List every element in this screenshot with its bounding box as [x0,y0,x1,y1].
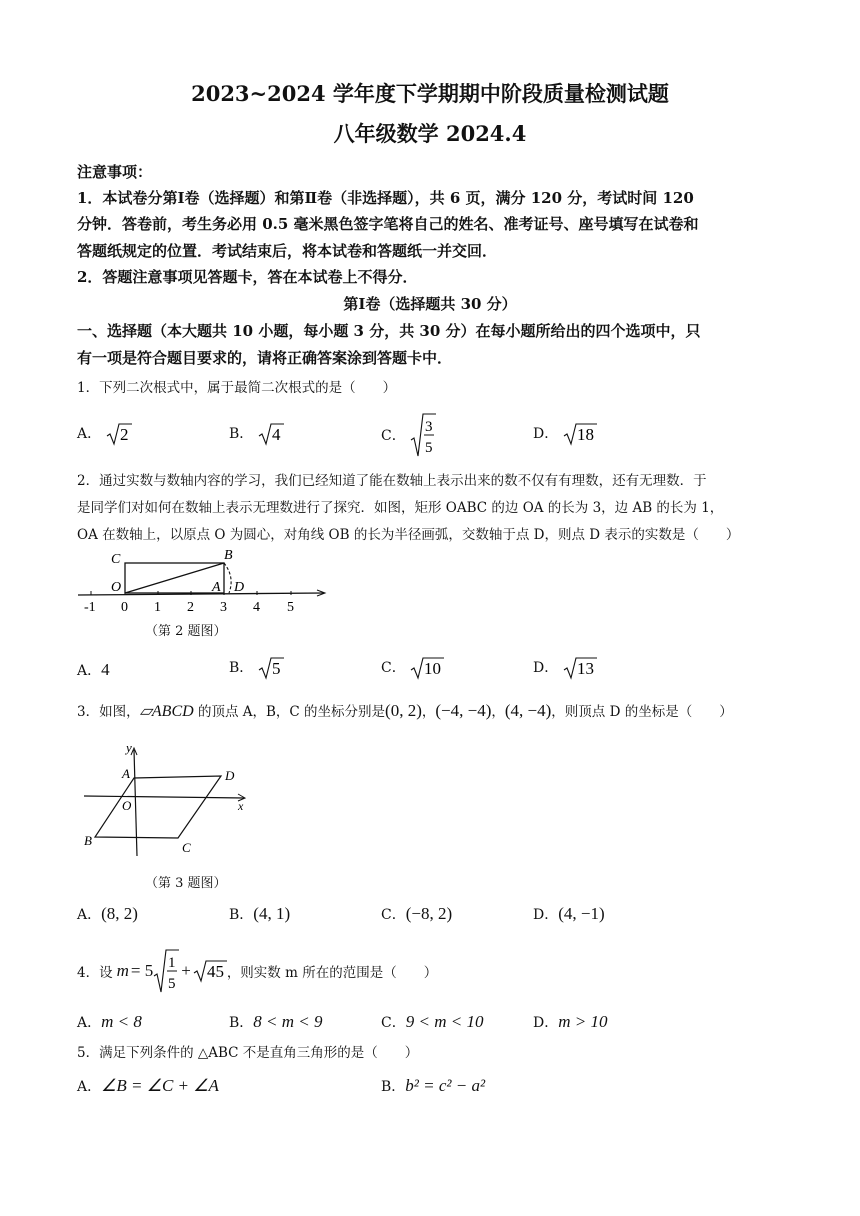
option-value: 8 < m < 9 [253,1012,323,1031]
option-label: B． [381,1079,406,1095]
radicand: 45 [206,962,224,981]
q4-option-d [533,1012,607,1032]
q3-caption: （第 3 题图） [145,876,227,891]
radicand: 13 [576,659,594,678]
option-value: ∠B = ∠C + ∠A [101,1076,219,1095]
option-label: C． [381,660,406,676]
radicand: 2 [119,425,129,444]
q2-option-c [381,656,444,680]
notice-line-1c: 答题纸规定的位置．考试结束后，将本试卷和答题纸一并交回． [77,242,498,260]
q2-caption: （第 2 题图） [145,624,227,639]
q4-stem [77,948,437,994]
q1-option-c [381,412,436,458]
vertex-label: A [122,766,130,781]
point-label: O [111,580,122,595]
option-value: b² = c² − a² [405,1076,486,1095]
axis-label: y [126,740,132,755]
notice-line-1a: 1．本试卷分第Ⅰ卷（选择题）和第Ⅱ卷（非选择题），共 6 页，满分 120 分，考试时间 120 [77,189,694,207]
q4-option-b [229,1012,323,1032]
option-value: (4, 1) [253,904,291,923]
origin-label: O [122,798,132,813]
q3-figure-parallelogram [78,740,258,860]
point-label: D [234,580,245,595]
q2-line-a: 2．通过实数与数轴内容的学习，我们已经知道了能在数轴上表示出来的数不仅有有理数，还有无理数．于 [77,473,707,489]
coord-c: (4, −4) [504,701,552,720]
option-value: 4 [101,660,110,679]
arc-od [224,563,231,593]
option-value: 9 < m < 10 [405,1012,484,1031]
radicand: 18 [576,425,594,444]
sqrt-fraction [153,948,179,994]
q5-stem: 5．满足下列条件的 △ABC 不是直角三角形的是（ ） [77,1045,419,1061]
plus-sign: + [181,961,191,980]
numerator: 1 [168,955,176,971]
denominator: 5 [168,976,176,992]
sqrt-symbol [258,422,284,446]
option-label: B． [229,1015,254,1031]
radicand: 10 [424,659,442,678]
q3-option-b [229,904,290,924]
q3-option-a [77,904,138,924]
sqrt-symbol [410,656,444,680]
vertex-label: C [182,840,191,855]
tick-label: 4 [253,600,260,615]
option-label: D． [533,660,559,676]
sqrt-symbol [258,656,284,680]
option-label: D． [533,1015,559,1031]
q2-line-b: 是同学们对如何在数轴上表示无理数进行了探究．如图，矩形 OABC 的边 OA 的长为 3，边 AB 的长为 1， [77,500,724,516]
q3-stem: 3．如图，▱ABCD 的顶点 A，B，C 的坐标分别是(0, 2)，(−4, −4)，(4, −4)，则顶点 D 的坐标是（ ） [77,701,733,720]
option-label: B． [229,426,254,442]
option-value: m > 10 [558,1012,608,1031]
sqrt-symbol [193,959,227,983]
option-label: D． [533,426,559,442]
q1-option-a [77,422,132,446]
section-instruction-b: 有一项是符合题目要求的，请将正确答案涂到答题卡中． [77,349,453,367]
diagonal-ob [125,563,224,593]
option-value: (8, 2) [101,904,138,923]
q2-option-d [533,656,597,680]
q5-option-b [381,1076,485,1096]
notice-heading: 注意事项： [77,163,153,181]
option-label: A． [77,426,102,442]
option-value: (4, −1) [558,904,605,923]
q2-option-b [229,656,284,680]
q1-option-b [229,422,284,446]
tick-label: 1 [154,600,161,615]
tick-label: 2 [187,600,194,615]
part-one-title: 第Ⅰ卷（选择题共 30 分） [343,295,517,313]
tick-label: 5 [287,600,294,615]
exam-title: 2023~2024 学年度下学期期中阶段质量检测试题 [191,81,669,106]
q3-stem-suffix: ，则顶点 D 的坐标是（ ） [551,704,733,720]
numerator: 3 [425,419,433,435]
q3-option-d [533,904,605,924]
parallelogram-label: ▱ABCD [139,703,194,720]
exam-subtitle: 八年级数学 2024.4 [333,121,527,146]
option-value: m < 8 [101,1012,142,1031]
option-label: D． [533,907,559,923]
option-label: A． [77,1079,102,1095]
point-label: A [212,580,221,595]
option-label: C． [381,907,406,923]
q5-option-a [77,1076,219,1096]
denominator: 5 [425,440,433,456]
tick-label: 3 [220,600,227,615]
parallelogram-abcd [95,776,221,838]
point-label: B [224,548,233,563]
sqrt-symbol [563,422,597,446]
var-m: m [116,961,129,980]
x-axis [84,796,244,798]
tick-label: -1 [84,600,96,615]
q4-option-a [77,1012,142,1032]
y-axis [134,750,137,856]
q2-line-c: OA 在数轴上，以原点 O 为圆心，对角线 OB 的长为半径画弧，交数轴于点 D，则点 D 表示的实数是（ ） [77,527,740,543]
vertex-label: B [84,833,92,848]
radicand: 4 [271,425,281,444]
q2-option-a [77,660,110,680]
option-value: (−8, 2) [405,904,453,923]
vertex-label: D [225,768,235,783]
coord-a: (0, 2) [385,701,422,720]
q3-stem-mid: 的顶点 A，B，C 的坐标分别是 [193,704,386,720]
coord-b: (−4, −4) [435,701,492,720]
option-label: C． [381,1015,406,1031]
q4-stem-suffix: ，则实数 m 所在的范围是（ ） [226,965,438,981]
q1-stem: 1．下列二次根式中，属于最简二次根式的是（ ） [77,380,397,396]
section-instruction-a: 一、选择题（本大题共 10 小题，每小题 3 分，共 30 分）在每小题所给出的四个选项中，只 [77,322,701,340]
equals-five: = 5 [130,961,154,980]
q4-option-c [381,1012,483,1032]
tick-label: 0 [121,600,128,615]
option-label: A． [77,907,102,923]
notice-line-1b: 分钟．答卷前，考生务必用 0.5 毫米黑色签字笔将自己的姓名、准考证号、座号填写在试卷和 [77,215,699,233]
axis-label: x [238,799,244,813]
radicand: 5 [271,659,281,678]
point-label: C [111,552,121,567]
q4-stem-prefix: 4．设 [77,965,113,981]
sqrt-fraction [410,412,436,458]
notice-line-2: 2．答题注意事项见答题卡，答在本试卷上不得分． [77,268,418,286]
option-label: C． [381,428,406,444]
q1-option-d [533,422,597,446]
sqrt-symbol [106,422,132,446]
option-label: B． [229,660,254,676]
sqrt-symbol [563,656,597,680]
option-label: A． [77,663,102,679]
q3-stem-prefix: 3．如图， [77,704,140,720]
option-label: A． [77,1015,102,1031]
option-label: B． [229,907,254,923]
q3-option-c [381,904,452,924]
q2-figure-number-line [74,545,330,615]
